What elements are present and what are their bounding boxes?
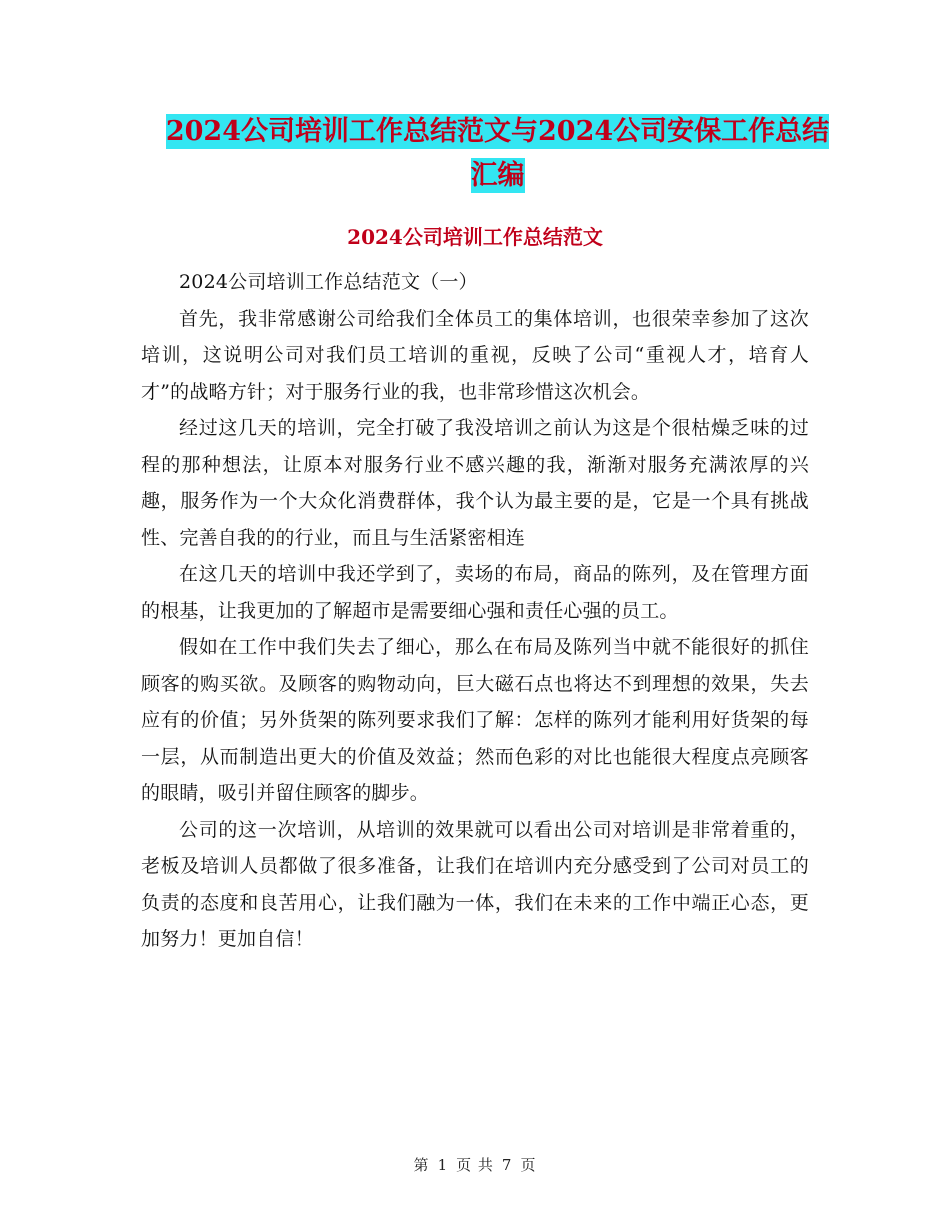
paragraph: 在这几天的培训中我还学到了，卖场的布局，商品的陈列，及在管理方面的根基，让我更加的了解超市是需要细心强和责任心强的员工。 — [141, 563, 809, 622]
paragraph: 公司的这一次培训，从培训的效果就可以看出公司对培训是非常着重的，老板及培训人员都做了很多准备，让我们在培训内充分感受到了公司对员工的负责的态度和良苦用心，让我们融为一体，我们在未来的工作中端正心态，更加努力！更加自信！ — [141, 818, 809, 950]
document-title-line-1: 2024公司培训工作总结范文与2024公司安保工作总结 — [165, 116, 830, 147]
section-title: 2024公司培训工作总结范文 — [347, 225, 603, 249]
document-body — [141, 264, 809, 958]
footer-page-number: 1 — [437, 1156, 449, 1174]
document-title — [140, 110, 855, 198]
paragraph-heading: 2024公司培训工作总结范文（一） — [179, 271, 478, 293]
footer-prefix: 第 — [413, 1156, 430, 1174]
footer-total-pages: 7 — [501, 1156, 513, 1174]
footer-suffix: 页 — [520, 1156, 537, 1174]
page-footer — [0, 1154, 950, 1175]
document-title-line-2: 汇编 — [470, 160, 525, 191]
footer-mid: 页 共 — [456, 1156, 494, 1174]
paragraph: 假如在工作中我们失去了细心，那么在布局及陈列当中就不能很好的抓住顾客的购买欲。及顾客的购物动向，巨大磁石点也将达不到理想的效果，失去应有的价值；另外货架的陈列要求我们了解：怎样的陈列才能利用好货架的每一层，从而制造出更大的价值及效益；然而色彩的对比也能很大程度点亮顾客的眼睛，吸引并留住顾客的脚步。 — [141, 636, 809, 804]
paragraph: 首先，我非常感谢公司给我们全体员工的集体培训，也很荣幸参加了这次培训，这说明公司对我们员工培训的重视，反映了公司“重视人才，培育人才”的战略方针；对于服务行业的我，也非常珍惜这次机会。 — [141, 307, 809, 403]
paragraph: 经过这几天的培训，完全打破了我没培训之前认为这是个很枯燥乏味的过程的那种想法，让原本对服务行业不感兴趣的我，渐渐对服务充满浓厚的兴趣，服务作为一个大众化消费群体，我个认为最主要的是，它是一个具有挑战性、完善自我的的行业，而且与生活紧密相连 — [141, 417, 809, 549]
